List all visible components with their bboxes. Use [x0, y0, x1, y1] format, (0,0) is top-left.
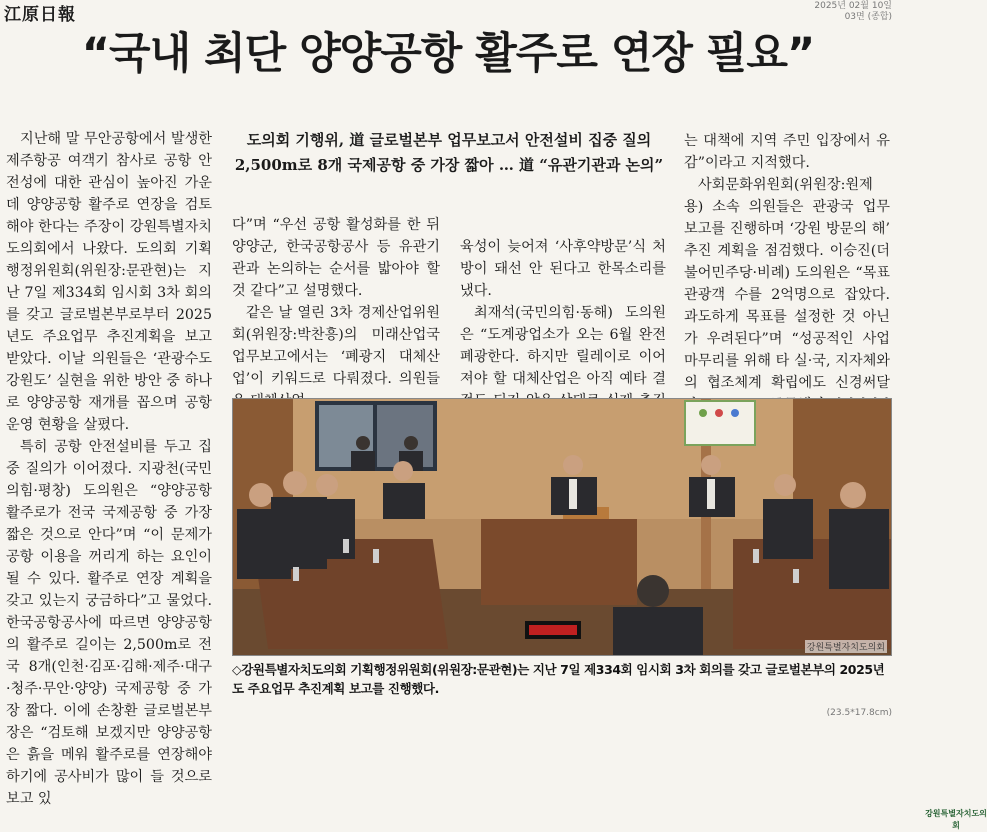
masthead-logo: 江原日報 [4, 5, 76, 25]
paragraph: 지난해 말 무안공항에서 발생한 제주항공 여객기 참사로 공항 안전성에 대한 관심이 높아진 가운데 양양공항 활주로 연장을 검토해야 한다는 주장이 강원특별자치도의회에서 나왔다. 도의회 기획행정위원회(위원장:문관현)는 지난 7일 제334회 임시회 3차 회의를 갖고 글로벌본부로부터 2025년도 주요업무 추진계획을 보고 받았다. 이날 의원들은 ‘관광수도 강원도’ 실현을 위한 방안 중 하나로 양양공항 재개를 꼽으며 공항 운영 현황을 살폈다. [6, 131, 212, 433]
photo-credit: 강원특별자치도의회 [805, 640, 887, 653]
council-meeting-photo [233, 399, 891, 655]
paragraph: 육성이 늦어져 ‘사후약방문’식 처방이 돼선 안 된다고 한목소리를 냈다. [460, 239, 666, 299]
subhead-line-1: 도의회 기행위, 道 글로벌본부 업무보고서 안전설비 집중 질의 [246, 131, 652, 149]
article-column-4 [684, 130, 890, 396]
subhead-line-2: 2,500m로 8개 국제공항 중 가장 짧아 … 道 “유관기관과 논의” [234, 156, 664, 174]
photo-caption: ◇강원특별자치도의회 기획행정위원회(위원장:문관현)는 지난 7일 제334회 임시회 3차 회의를 갖고 글로벌본부의 2025년도 주요업무 추진계획 보고를 진행했다. [232, 662, 885, 696]
paragraph-text: 사회문화위원회(위원장:원제용) 소속 의원들은 관광국 업무 보고를 진행하며 ‘강원 방문의 해’ 추진 계획을 점검했다. 이승진(더불어민주당·비례) 도의원은 “목표 관광객 수를 2억명으로 잡았다. 과도하게 목표를 설정한 것 아닌가 우려된다”며 “성공적인 사업 마무리를 위해 타 실·국, 지자체와의 협조체계 확립에도 신경써달 [684, 177, 890, 391]
page-section: 03면 (종합) [844, 12, 892, 22]
subheadline [232, 128, 666, 178]
clipping-size: (23.5*17.8cm) [826, 708, 892, 718]
council-sign: 강원특별자치도의회 [925, 809, 987, 830]
article-column-1 [6, 128, 212, 807]
dateline [814, 1, 892, 23]
paragraph: 최재석(국민의힘·동해) 도의원은 “도계광업소가 오는 6월 완전 폐광한다. 하지만 릴레이로 이어져야 할 대체산업은 아직 예타 결 [460, 305, 666, 387]
article-column-3 [460, 236, 666, 390]
paragraph: 는 대책에 지역 주민 입장에서 유감”이라고 지적했다. [684, 133, 890, 171]
paragraph: 같은 날 열린 3차 경제산업위원회(위원장:박찬흥)의 미래산업국 업무보고에서는 ‘폐광지 대체산업’이 키워드로 다뤄졌다. 의원들 [232, 305, 440, 387]
article-column-2 [232, 214, 440, 390]
issue-date: 2025년 02월 10일 [814, 1, 892, 11]
paragraph: 특히 공항 안전설비를 두고 집중 질의가 이어졌다. 지광천(국민의힘·평창) 도의원은 “양양공항 활주로가 전국 국제공항 중 가장 짧은 것으로 안다”며 “이 문제가 공항 이용을 꺼리게 하는 요인이 될 수 있다. 활주로 연장 계획을 갖고 있는지 궁금하다”고 물었다. 한국공항공사에 따르면 양양공항의 활주로 길이는 2,500m로 전국 8개(인천·김포·김해·제주·대구·청주·무안·양양) 국제공항 중 가장 짧다. 이에 손창환 글로벌본부장은 “검토해 보겠지만 양양공항은 흙을 메워 활주로를 연장해야 하기에 공사비가 많이 들 것으로 보고 있 [6, 439, 212, 807]
headline: “국내 최단 양양공항 활주로 연장 필요” [81, 29, 815, 79]
paragraph: 다”며 “우선 공항 활성화를 한 뒤 양양군, 한국공항공사 등 유관기관과 논의하는 순서를 밟아야 할 것 같다”고 설명했다. [232, 217, 440, 299]
